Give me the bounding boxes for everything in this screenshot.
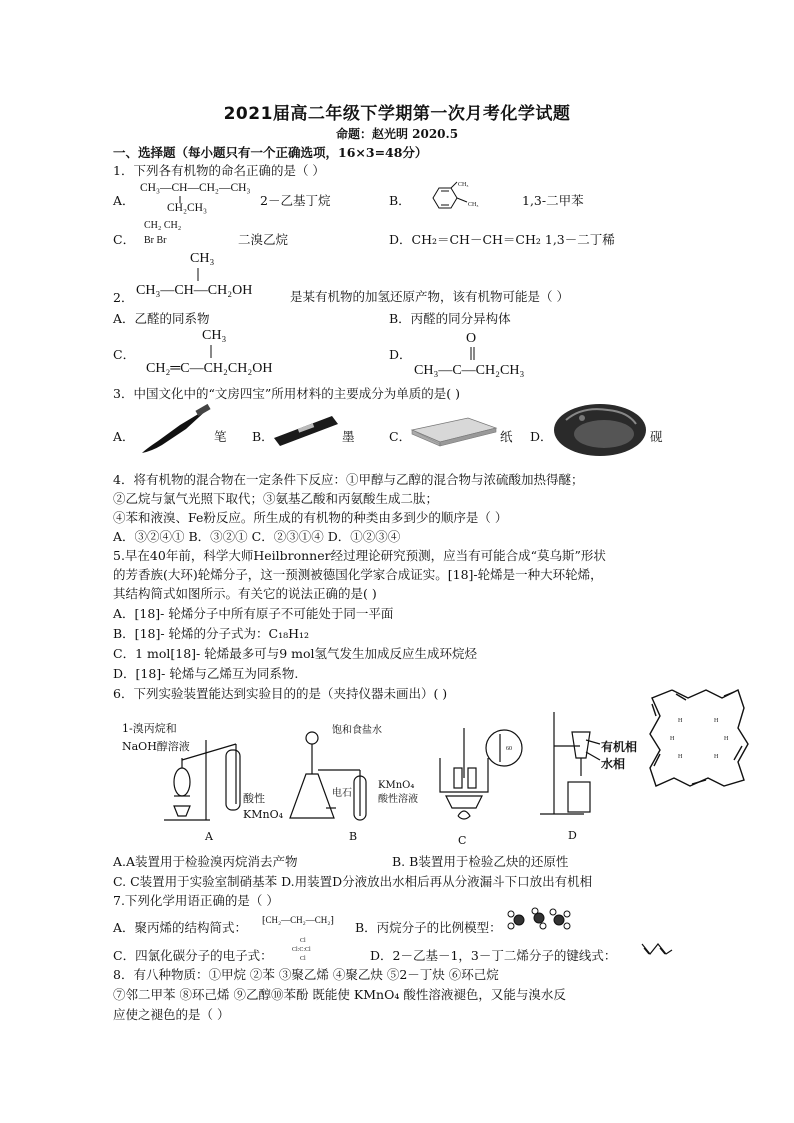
- fig-c-caption: C: [458, 834, 467, 847]
- q1-option-c-label: C．: [113, 232, 136, 247]
- q2-option-d-label: D．: [389, 347, 412, 362]
- q6-option-cd: C. C装置用于实验室制硝基苯 D.用装置D分液放出水相后再从分液漏斗下口放出有机相: [113, 874, 593, 889]
- svg-text:Cl:C:Cl: Cl:C:Cl: [292, 947, 311, 953]
- q2-structure-bond: [196, 268, 200, 282]
- svg-text:H: H: [670, 736, 675, 742]
- q4-line2: ②乙烷与氯气光照下取代；③氨基乙酸和丙氨酸生成二肽；: [113, 491, 439, 506]
- page-title: 2021届高二年级下学期第一次月考化学试题: [223, 104, 571, 124]
- q3-option-a-label: A．: [113, 429, 135, 444]
- q2-c-structure-top: CH₃: [202, 328, 227, 343]
- q2-option-c-label: C．: [113, 347, 136, 362]
- q1-b-name: 1,3-二甲苯: [522, 193, 584, 208]
- q6-option-b: B. B装置用于检验乙炔的还原性: [392, 854, 569, 869]
- q2-option-b: B．丙醛的同分异构体: [389, 311, 511, 326]
- q2-structure-top: CH₃: [190, 251, 215, 266]
- fig-a-label1: 1-溴丙烷和: [122, 722, 177, 735]
- apparatus-a: [160, 720, 250, 824]
- q3-a-word: 笔: [214, 429, 227, 444]
- q2-d-structure-double-bond: [469, 347, 477, 361]
- q5-line3: 其结构简式如图所示。有关它的说法正确的是( ): [113, 586, 377, 601]
- q1-a-structure-top: CH₃—CH—CH₂—CH₃: [140, 182, 251, 194]
- q7-a-formula: ⁅CH₂—CH₂—CH₂⁆: [262, 915, 334, 925]
- q1-a-structure-bottom: CH₂CH₃: [167, 202, 207, 214]
- q3-option-d-label: D．: [530, 429, 553, 444]
- q4-line1: 4．将有机物的混合物在一定条件下反应：①甲醇与乙醇的混合物与浓硫酸加热得醚；: [113, 472, 584, 487]
- svg-text:Cl: Cl: [300, 938, 306, 944]
- apparatus-d: [540, 710, 604, 822]
- q1-b-benzene-structure: [425, 180, 495, 216]
- q7-option-a: A．聚丙烯的结构简式：: [113, 920, 248, 935]
- q1-c-structure-bottom: Br Br: [144, 235, 167, 246]
- fig-b-caption: B: [349, 830, 358, 843]
- fig-b-label2: 电石: [332, 788, 352, 799]
- q2-stem: 是某有机物的加氢还原产物，该有机物可能是（ ）: [290, 289, 569, 304]
- q1-option-a-label: A．: [113, 193, 135, 208]
- q2-structure-main: CH₃—CH—CH₂OH: [136, 283, 253, 298]
- q2-d-structure-top: O: [466, 331, 477, 346]
- q3-b-word: 墨: [342, 429, 355, 444]
- q4-options: A．③②④① B．③②① C．②③①④ D．①②③④: [113, 529, 401, 544]
- q4-line3: ④苯和液溴、Fe粉反应。所生成的有机物的种类由多到少的顺序是（ ）: [113, 510, 508, 525]
- section-heading: 一、选择题（每小题只有一个正确选项，16×3=48分）: [113, 145, 428, 160]
- q5-option-b: B．[18]- 轮烯的分子式为：C₁₈H₁₂: [113, 626, 310, 641]
- q7-stem: 7.下列化学用语正确的是（ ）: [113, 893, 279, 908]
- q1-option-d: D．CH₂＝CH－CH＝CH₂ 1,3－二丁稀: [389, 232, 615, 247]
- ccl4-electron-formula: [290, 936, 320, 962]
- q8-line2: ⑦邻二甲苯 ⑧环己烯 ⑨乙醇⑩苯酚 既能使 KMnO₄ 酸性溶液褪色，又能与溴水反: [113, 987, 566, 1002]
- q7-option-b: B．丙烷分子的比例模型：: [355, 920, 502, 935]
- ink-stick-image: [272, 414, 340, 448]
- svg-text:H: H: [678, 754, 683, 760]
- q5-option-a: A．[18]- 轮烯分子中所有原子不可能处于同一平面: [113, 606, 394, 621]
- q7-option-d: D．2－乙基－1，3－丁二烯分子的键线式：: [370, 948, 617, 963]
- q6-stem: 6．下列实验装置能达到实验目的的是（夹持仪器未画出）( ): [113, 686, 448, 701]
- q5-line1: 5.早在40年前，科学大师Heilbronner经过理论研究预测，应当有可能合成“莫乌斯”形状: [113, 548, 606, 563]
- brush-image: [140, 405, 212, 455]
- q8-line3: 应使之褪色的是（ ）: [113, 1007, 230, 1022]
- apparatus-b: [296, 724, 380, 824]
- q3-d-word: 砚: [650, 429, 663, 444]
- q7-option-c: C．四氯化碳分子的电子式：: [113, 948, 273, 963]
- fig-d-label2: 水相: [601, 757, 626, 771]
- fig-b-label3: KMnO₄: [378, 780, 415, 791]
- q1-a-name: 2－乙基丁烷: [260, 193, 331, 208]
- q3-stem: 3．中国文化中的“文房四宝”所用材料的主要成分为单质的是( ): [113, 386, 460, 401]
- q2-number: 2．: [113, 290, 134, 305]
- inkstone-image: [552, 402, 648, 458]
- q1-a-bond: [178, 196, 182, 204]
- q1-c-structure-top: CH₂ CH₂: [144, 220, 182, 231]
- fig-b-label4: 酸性溶液: [378, 794, 418, 805]
- q1-c-name: 二溴乙烷: [238, 232, 289, 247]
- svg-text:60: 60: [506, 746, 512, 752]
- fig-a-label3: 酸性: [243, 792, 265, 805]
- paper-stack-image: [408, 414, 498, 448]
- fig-a-label2: NaOH醇溶液: [122, 740, 190, 753]
- svg-text:H: H: [724, 736, 729, 742]
- q1-stem: 1．下列各有机物的命名正确的是（ ）: [113, 163, 325, 178]
- svg-text:H: H: [714, 718, 719, 724]
- q2-d-structure-main: CH₃—C—CH₂CH₃: [414, 363, 525, 378]
- q3-option-c-label: C．: [389, 429, 412, 444]
- annulene-structure: [648, 684, 752, 792]
- svg-text:CH₃: CH₃: [458, 182, 469, 188]
- fig-a-label4: KMnO₄: [243, 808, 283, 821]
- q1-option-b-label: B．: [389, 193, 411, 208]
- q8-line1: 8．有八种物质：①甲烷 ②苯 ③聚乙烯 ④聚乙炔 ⑤2－丁炔 ⑥环己烷: [113, 967, 499, 982]
- fig-b-label1: 饱和食盐水: [332, 725, 382, 736]
- author-date: 命题：赵光明 2020.5: [335, 127, 459, 141]
- q5-line2: 的芳香族(大环)轮烯分子，这一预测被德国化学家合成证实。[18]-轮烯是一种大环轮烯，: [113, 567, 603, 582]
- fig-d-label1: 有机相: [601, 740, 638, 754]
- q6-option-a: A.A装置用于检验溴丙烷消去产物: [113, 854, 298, 869]
- svg-text:H: H: [714, 754, 719, 760]
- fig-a-caption: A: [205, 830, 213, 843]
- q3-option-b-label: B．: [252, 429, 274, 444]
- q2-c-structure-main: CH₂═C—CH₂CH₂OH: [146, 361, 273, 376]
- svg-text:H: H: [678, 718, 683, 724]
- q2-c-structure-bond: [209, 345, 213, 359]
- q3-c-word: 纸: [500, 429, 513, 444]
- propane-model-image: [505, 908, 575, 932]
- apparatus-c: [436, 726, 526, 826]
- fig-d-caption: D: [568, 829, 577, 842]
- svg-text:Cl: Cl: [300, 956, 306, 962]
- q5-option-d: D．[18]- 轮烯与乙烯互为同系物.: [113, 666, 299, 681]
- butadiene-skeletal-formula: [640, 940, 674, 958]
- svg-text:CH₃: CH₃: [468, 202, 479, 208]
- q5-option-c: C．1 mol[18]- 轮烯最多可与9 mol氢气发生加成反应生成环烷烃: [113, 646, 478, 661]
- q2-option-a: A．乙醛的同系物: [113, 311, 210, 326]
